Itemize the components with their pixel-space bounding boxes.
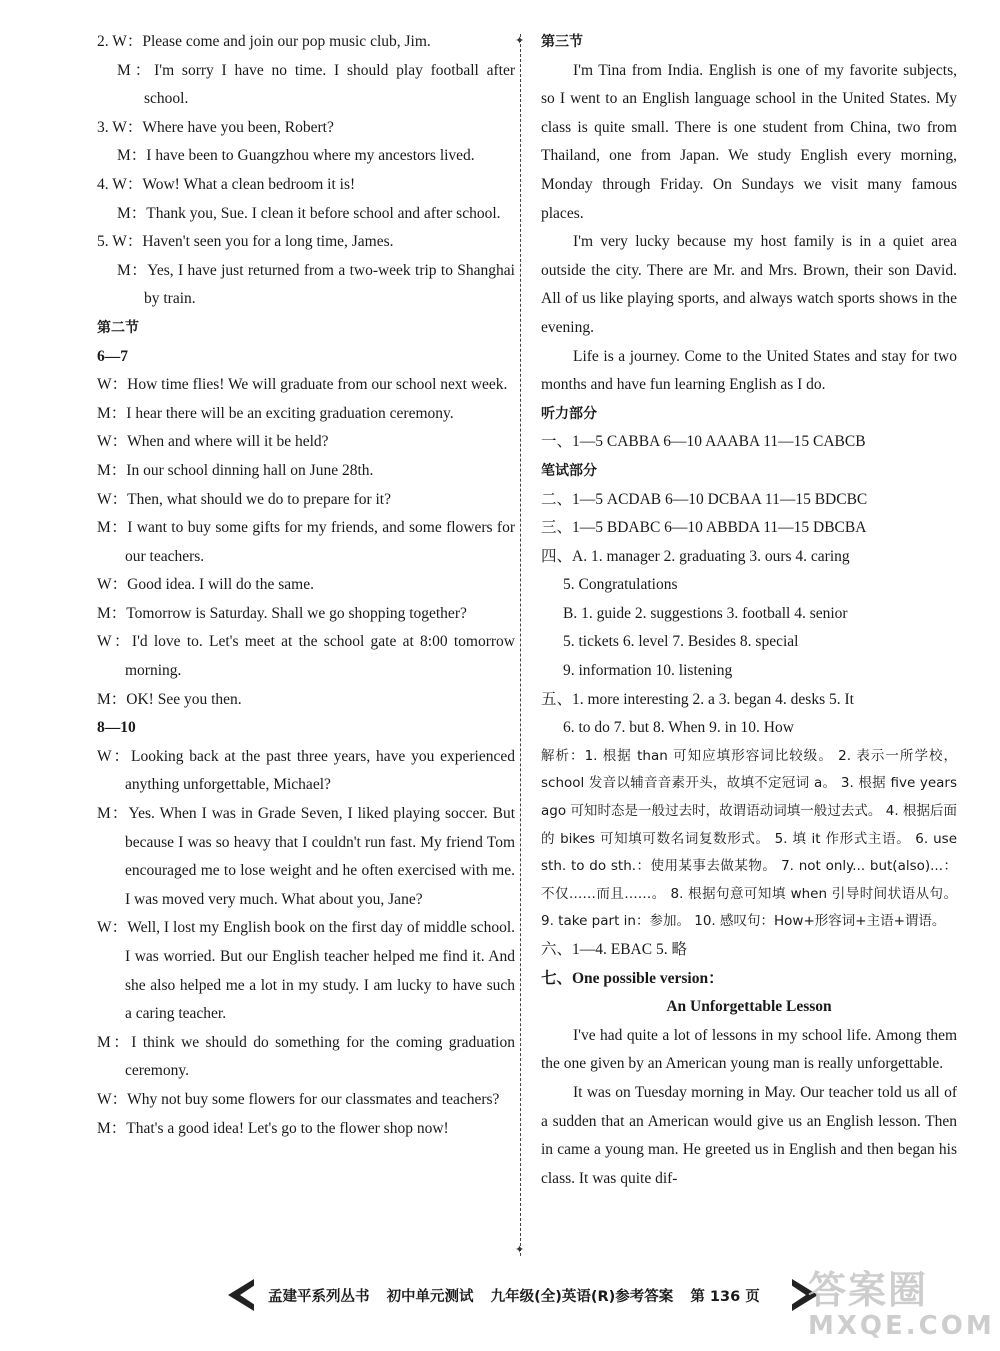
watermark	[808, 1268, 995, 1348]
book-name: 初中单元测试	[386, 1289, 474, 1305]
page-footer	[228, 1279, 818, 1313]
passage-paragraph: I'm Tina from India. English is one of my favorite subjects, so I went to an English language school in the United States. My class is quite small. There is one student from China, two from Thailand, one from Japan. We study English every morning, Monday through Friday. On Sundays we visit many famous places.	[541, 61, 957, 222]
conversation-line: M：In our school dinning hall on June 28th.	[97, 461, 374, 479]
divider-marker: ✦	[515, 35, 525, 47]
answer-line: 一、1—5 CABBA 6—10 AAABA 11—15 CABCB	[541, 433, 866, 451]
answer-line: 七、One possible version：	[541, 969, 724, 987]
conversation-line: M：I hear there will be an exciting graduation ceremony.	[97, 404, 454, 422]
passage-paragraph: Life is a journey. Come to the United States and stay for two months and have fun learning English as I do.	[541, 347, 957, 394]
page-number: 第 136 页	[690, 1289, 760, 1305]
conversation-line: M：Yes. When I was in Grade Seven, I liked playing soccer. But because I was so heavy that I couldn't run fast. My friend Tom encouraged me to lose weight and he often exercised with me. I was moved very much. What about you, Jane?	[97, 805, 515, 908]
conversation-line: M：I think we should do something for the coming graduation ceremony.	[97, 1033, 515, 1080]
answer-line: 四、A. 1. manager 2. graduating 3. ours 4. caring	[541, 547, 850, 565]
answer-line: 二、1—5 ACDAB 6—10 DCBAA 11—15 BDCBC	[541, 490, 868, 508]
dialog-line: 2. W：Please come and join our pop music club, Jim.	[97, 33, 431, 50]
divider-marker: ✦	[515, 1244, 525, 1256]
conversation-line: W：Looking back at the past three years, have you experienced anything unforgettable, Michael?	[97, 747, 515, 794]
answer-line: 9. information 10. listening	[563, 662, 733, 680]
dialog-line: 3. W：Where have you been, Robert?	[97, 118, 334, 136]
dialog-line: M：I have been to Guangzhou where my ancestors lived.	[117, 147, 475, 165]
essay-paragraph: I've had quite a lot of lessons in my school life. Among them the one given by an American young man is really unforgettable.	[541, 1026, 957, 1073]
right-column	[541, 28, 957, 1193]
conversation-line: W：Then, what should we do to prepare for it?	[97, 490, 391, 508]
analysis-text: 解析：1. 根据 than 可知应填形容词比较级。 2. 表示一所学校，school 发音以辅音音素开头，故填不定冠词 a。 3. 根据 five years ago 可知时态是一般过去时，故谓语动词填一般过去式。 4. 根据后面的 bikes 可知填可数名词复数形式。 5. 填 it 作形式主语。 6. use sth. to do sth.：使用某事去做某物。 7. not only... but(also)...：不仅……而且……。 8. 根据句意可知填 when 引导时间状语从句。 9. take part in：参加。 10. 感叹句：How+形容词+主语+谓语。	[541, 747, 957, 930]
answer-line: 6. to do 7. but 8. When 9. in 10. How	[563, 719, 794, 737]
conversation-line: M：Tomorrow is Saturday. Shall we go shopping together?	[97, 604, 467, 622]
right-arrow-inner	[788, 1283, 806, 1307]
left-arrow-inner	[240, 1283, 258, 1307]
conversation-line: W：How time flies! We will graduate from our school next week.	[97, 376, 508, 394]
question-range: 6—7	[97, 347, 128, 365]
dialog-line: 4. W：Wow! What a clean bedroom it is!	[97, 175, 356, 193]
answer-line: 三、1—5 BDABC 6—10 ABBDA 11—15 DBCBA	[541, 519, 867, 537]
conversation-line: M：That's a good idea! Let's go to the flower shop now!	[97, 1119, 449, 1137]
section-title: 第二节	[97, 319, 139, 336]
section-title: 第三节	[541, 34, 583, 50]
dialog-line: M：Yes, I have just returned from a two-week trip to Shanghai by train.	[117, 261, 515, 308]
answer-line: 5. Congratulations	[563, 576, 678, 594]
dialog-line: M：I'm sorry I have no time. I should play football after school.	[117, 61, 515, 108]
answer-line: 五、1. more interesting 2. a 3. began 4. desks 5. It	[541, 690, 854, 708]
conversation-line: M：I want to buy some gifts for my friends, and some flowers for our teachers.	[97, 519, 515, 565]
answer-line: 5. tickets 6. level 7. Besides 8. special	[563, 633, 799, 651]
essay-paragraph: It was on Tuesday morning in May. Our teacher told us all of a sudden that an American would give us an English lesson. Then in came a young man. He greeted us in English and then began his class. It was quite dif-	[541, 1083, 957, 1187]
answer-line: 六、1—4. EBAC 5. 略	[541, 941, 687, 958]
grade-subject: 九年级(全)英语(R)参考答案	[490, 1289, 674, 1305]
conversation-line: M：OK! See you then.	[97, 690, 242, 708]
dialog-line: 5. W：Haven't seen you for a long time, James.	[97, 233, 394, 251]
answer-line: B. 1. guide 2. suggestions 3. football 4. senior	[563, 604, 848, 622]
conversation-line: W：Why not buy some flowers for our classmates and teachers?	[97, 1090, 500, 1108]
dialog-line: M：Thank you, Sue. I clean it before school and after school.	[117, 204, 501, 222]
column-divider	[520, 34, 521, 1256]
series-name: 孟建平系列丛书	[268, 1289, 370, 1305]
question-range: 8—10	[97, 719, 136, 737]
conversation-line: W：I'd love to. Let's meet at the school gate at 8:00 tomorrow morning.	[97, 633, 515, 680]
listening-title: 听力部分	[541, 405, 597, 422]
written-title: 笔试部分	[541, 462, 597, 479]
conversation-line: W：Good idea. I will do the same.	[97, 576, 314, 594]
watermark-logo: 答案圈	[808, 1268, 929, 1312]
conversation-line: W：Well, I lost my English book on the first day of middle school. I was worried. But our English teacher helped me find it. And she also helped me a lot in my study. I am lucky to have such a caring teacher.	[97, 919, 515, 1023]
left-column	[97, 28, 515, 1143]
essay-title: An Unforgettable Lesson	[666, 998, 832, 1016]
conversation-line: W：When and where will it be held?	[97, 433, 329, 451]
footer-text	[268, 1285, 772, 1306]
passage-paragraph: I'm very lucky because my host family is in a quiet area outside the city. There are Mr. and Mrs. Brown, their son David. All of us like playing sports, and always watch sports shows in the evening.	[541, 233, 957, 336]
watermark-url: MXQE.COM	[808, 1311, 995, 1341]
